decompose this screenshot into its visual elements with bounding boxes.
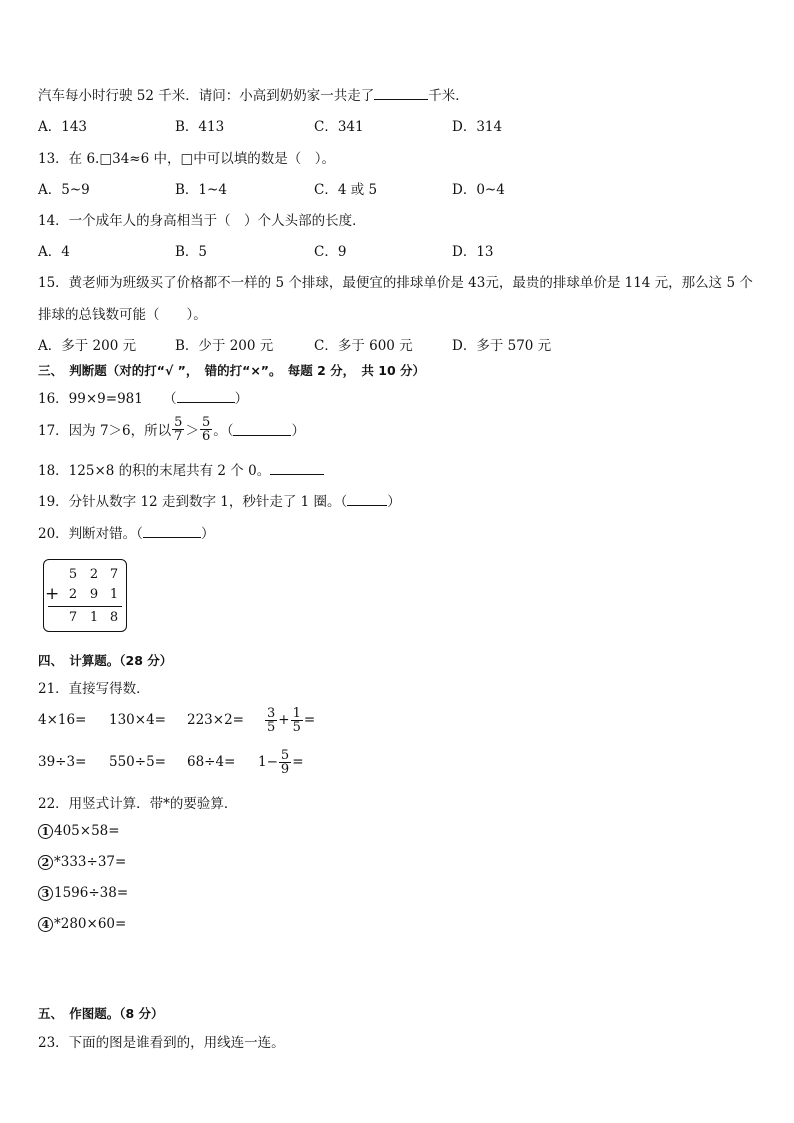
answer-blank[interactable] — [270, 462, 324, 475]
q15-option-b[interactable]: B．少于 200 元 — [175, 338, 274, 354]
q20-text: 20．判断对错。（ ） — [38, 526, 215, 542]
plus-sign: + — [45, 584, 60, 604]
circled-number: 2 — [38, 855, 53, 870]
fraction: $\frac{5}{6}$ — [201, 414, 211, 444]
q22-item-4: 4 *280×60= — [38, 916, 126, 932]
q13-text: 13．在 6.□34≈6 中，□中可以填的数是（ ）。 — [38, 151, 335, 167]
q21-calc: 68÷4= — [187, 754, 236, 770]
q18-text: 18．125×8 的积的末尾共有 2 个 0。 — [38, 459, 324, 479]
q22-item-1: 1 405×58= — [38, 823, 120, 839]
q14-option-a[interactable]: A．4 — [38, 244, 70, 260]
fraction: $\frac{5}{7}$ — [174, 414, 183, 444]
q13-option-d[interactable]: D．0~4 — [452, 182, 505, 198]
section-3-title: 三、 判断题（对的打“√ ”， 错的打“×”。 每题 2 分， 共 10 分） — [38, 363, 426, 378]
q21-fraction-calc: 1− $\frac{5}{9}$ = — [258, 747, 304, 777]
q17-text: 17．因为 7＞6，所以 $\frac{5}{7}$ ＞ $\frac{5}{6}$ 。（ ） — [38, 414, 305, 444]
q15-option-d[interactable]: D．多于 570 元 — [452, 338, 552, 354]
q12-option-b[interactable]: B．413 — [175, 119, 225, 135]
answer-blank[interactable] — [374, 87, 428, 100]
answer-blank[interactable] — [233, 423, 291, 436]
q22-item-2: 2 *333÷37= — [38, 854, 126, 870]
vertical-addition-box: 5 2 7 + 2 9 1 7 1 8 — [43, 559, 127, 632]
q13-option-b[interactable]: B．1~4 — [175, 182, 227, 198]
q13-option-a[interactable]: A．5~9 — [38, 182, 90, 198]
q12-option-c[interactable]: C．341 — [314, 119, 364, 135]
q21-calc: 130×4= — [109, 712, 166, 728]
answer-blank[interactable] — [347, 493, 387, 506]
q15-text-line2: 排球的总钱数可能（ ）。 — [38, 307, 207, 323]
q12-option-a[interactable]: A．143 — [38, 119, 88, 135]
circled-number: 1 — [38, 824, 53, 839]
q16-text: 16．99×9=981 （ ） — [38, 391, 249, 407]
q12-text: 汽车每小时行驶 52 千米．请问：小高到奶奶家一共走了 千米． — [38, 88, 469, 104]
answer-blank[interactable] — [177, 390, 235, 403]
circled-number: 4 — [38, 917, 53, 932]
section-4-title: 四、 计算题。（28 分） — [38, 653, 173, 668]
q22-item-3: 3 1596÷38= — [38, 885, 128, 901]
q15-option-a[interactable]: A．多于 200 元 — [38, 338, 137, 354]
q13-option-c[interactable]: C．4 或 5 — [314, 182, 378, 198]
q19-text: 19．分针从数字 12 走到数字 1，秒针走了 1 圈。（ ） — [38, 494, 401, 510]
q21-fraction-calc: $\frac{3}{5}$ + $\frac{1}{5}$ = — [267, 705, 316, 735]
answer-blank[interactable] — [143, 525, 201, 538]
q21-calc: 223×2= — [187, 712, 244, 728]
q21-calc: 550÷5= — [109, 754, 166, 770]
q23-text: 23．下面的图是谁看到的，用线连一连。 — [38, 1035, 285, 1051]
q12-option-d[interactable]: D．314 — [452, 119, 503, 135]
q21-calc: 4×16= — [38, 712, 87, 728]
section-5-title: 五、 作图题。（8 分） — [38, 1006, 164, 1021]
q21-text: 21．直接写得数． — [38, 681, 150, 697]
q15-text-line1: 15．黄老师为班级买了价格都不一样的 5 个排球，最便宜的排球单价是 43元，最贵的排球单价是 114 元，那么这 5 个 — [38, 275, 753, 291]
q14-text: 14．一个成年人的身高相当于（ ）个人头部的长度． — [38, 213, 366, 229]
q14-option-b[interactable]: B．5 — [175, 244, 208, 260]
q14-option-c[interactable]: C．9 — [314, 244, 347, 260]
q22-text: 22．用竖式计算．带*的要验算． — [38, 796, 238, 812]
q15-option-c[interactable]: C．多于 600 元 — [314, 338, 413, 354]
q21-calc: 39÷3= — [38, 754, 87, 770]
q14-option-d[interactable]: D．13 — [452, 244, 494, 260]
circled-number: 3 — [38, 886, 53, 901]
sum-line — [48, 606, 122, 607]
